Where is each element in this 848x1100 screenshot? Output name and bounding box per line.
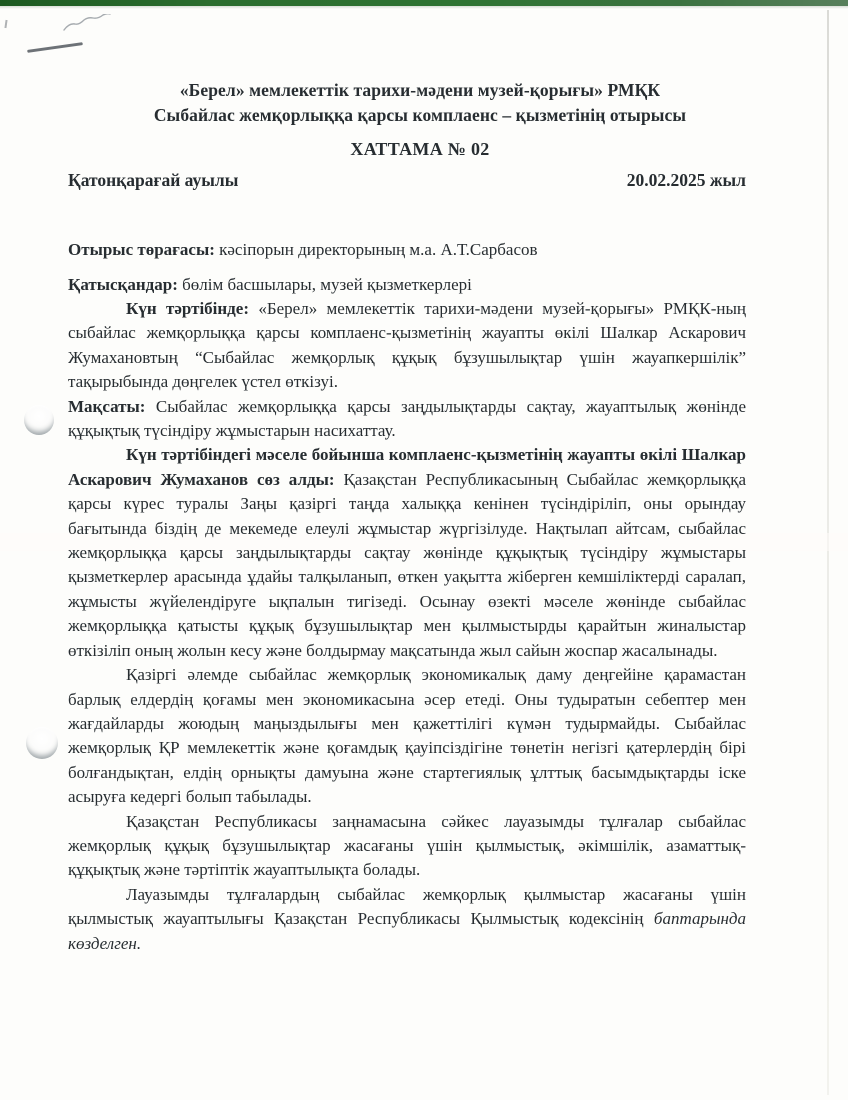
paragraph-legislation [68,810,746,883]
paragraph-criminal-code-body: Лауазымды тұлғалардың сыбайлас жемқорлық қылмыстар жасағаны үшін қылмыстық жауаптылығы Қазақстан Республикасы Қылмыстық кодексінің [68,884,746,929]
paragraph-world-corruption-body: Қазіргі әлемде сыбайлас жемқорлық экономикалық даму деңгейіне қарамастан барлық елдердің қоғамы мен экономикасына әсер етеді. Оны тудыратын себептер мен жағдайларды жоюдың маңыздылығы мен қажеттілігі күмән тудырмайды. Сыбайлас жемқорлық ҚР мемлекеттік және қоғамдық қауіпсіздігіне төнетін негізгі қатерлердің бірі болғандықтан, елдің орнықты дамуына және стартегиялық ұлттық басымдықтарды іске асыруға кедергі болып табылады. [68,665,746,807]
paragraph-criminal-code [68,883,746,956]
protocol-number-heading: ХАТТАМА № 02 [350,139,490,159]
pencil-scribble-mark [62,14,112,34]
chairman-line [68,237,746,262]
place-name: Қатонқарағай ауылы [68,170,239,190]
chairman-label: Отырыс төрағасы: [68,240,215,259]
document-title [68,78,746,128]
paragraph-legislation-body: Қазақстан Республикасы заңнамасына сәйкес лауазымды тұлғалар сыбайлас жемқорлық құқық бұзушылықтар жасағаны үшін қылмыстық, әкімшілік, азаматтық-құқықтық және тәртіптік жауаптылықта болады. [68,811,746,880]
hole-punch-bottom [26,727,58,759]
paragraph-goal-lead: Мақсаты: [68,396,146,416]
page-edge-line [827,10,829,1095]
place-date-row [68,168,746,193]
pencil-line-mark [27,42,83,53]
paragraph-goal-body: Сыбайлас жемқорлыққа қарсы заңдылықтарды сақтау, жауаптылық жөнінде құқықтық түсіндіру жұмыстарын насихаттау. [68,396,746,441]
paragraph-speech [68,443,746,663]
document-content [68,78,746,956]
chairman-value: кәсіпорын директорының м.а. А.Т.Сарбасов [219,240,538,259]
scan-edge-top-shadow [0,6,848,9]
document-title-line1: «Берел» мемлекеттік тарихи-мәдени музей-қорығы» РМҚК [179,80,661,100]
participants-label: Қатысқандар: [68,275,178,294]
paragraph-agenda-body: «Берел» мемлекеттік тарихи-мәдени музей-қорығы» РМҚК-ның сыбайлас жемқорлыққа қарсы комплаенс-қызметінің жауапты өкілі Шалкар Аскарович Жумахановтың “Сыбайлас жемқорлық құқық бұзушылықтар үшін жауапкершілік” тақырыбында дөңгелек үстел өткізуі. [68,299,747,392]
paragraph-speech-body: Қазақстан Республикасының Сыбайлас жемқорлыққа қарсы күрес туралы Заңы қазіргі таңда халыққа кенінен түсіндіріліп, оны орындау бағытында біздің де мекемеде елеулі жұмыстар жүргізілуде. Нақтылап айтсам, сыбайлас жемқорлыққа қарсы заңдылықтарды сақтау жөнінде құқықтық түсіндіру жұмыстары қызметкерлер арасында ұдайы талқыланып, өткен уақытта жіберген кемшіліктерді саралап, жұмысты жүйелендіруге ықпалын тигізеді. Осынау өзекті мәселе жөнінде сыбайлас жемқорлыққа қатысты құқық бұзушылықтар мен қылмыстырды қарайтын жиналыстар өткізіліп оның жолын кесу және болдырмау мақсатында жыл сайын жоспар жасалынады. [68,469,746,660]
paragraph-goal [68,395,746,444]
paragraph-criminal-code-italic: баптарында көзделген. [68,909,746,953]
paragraph-world-corruption [68,663,746,809]
participants-line [68,272,746,297]
participants-value: бөлім басшылары, музей қызметкерлері [182,275,472,294]
pencil-tick-mark [4,20,7,28]
paragraph-agenda [68,297,746,395]
protocol-date: 20.02.2025 жыл [626,170,746,190]
paragraph-agenda-lead: Күн тәртібінде: [126,299,249,318]
paragraph-speech-lead: Күн тәртібіндегі мәселе бойынша комплаенс-қызметінің жауапты өкілі Шалкар Аскарович Жумаханов сөз алды: [68,445,746,489]
hole-punch-top [24,405,54,435]
document-title-line2: Сыбайлас жемқорлыққа қарсы комплаенс – қызметінің отырысы [153,105,687,125]
